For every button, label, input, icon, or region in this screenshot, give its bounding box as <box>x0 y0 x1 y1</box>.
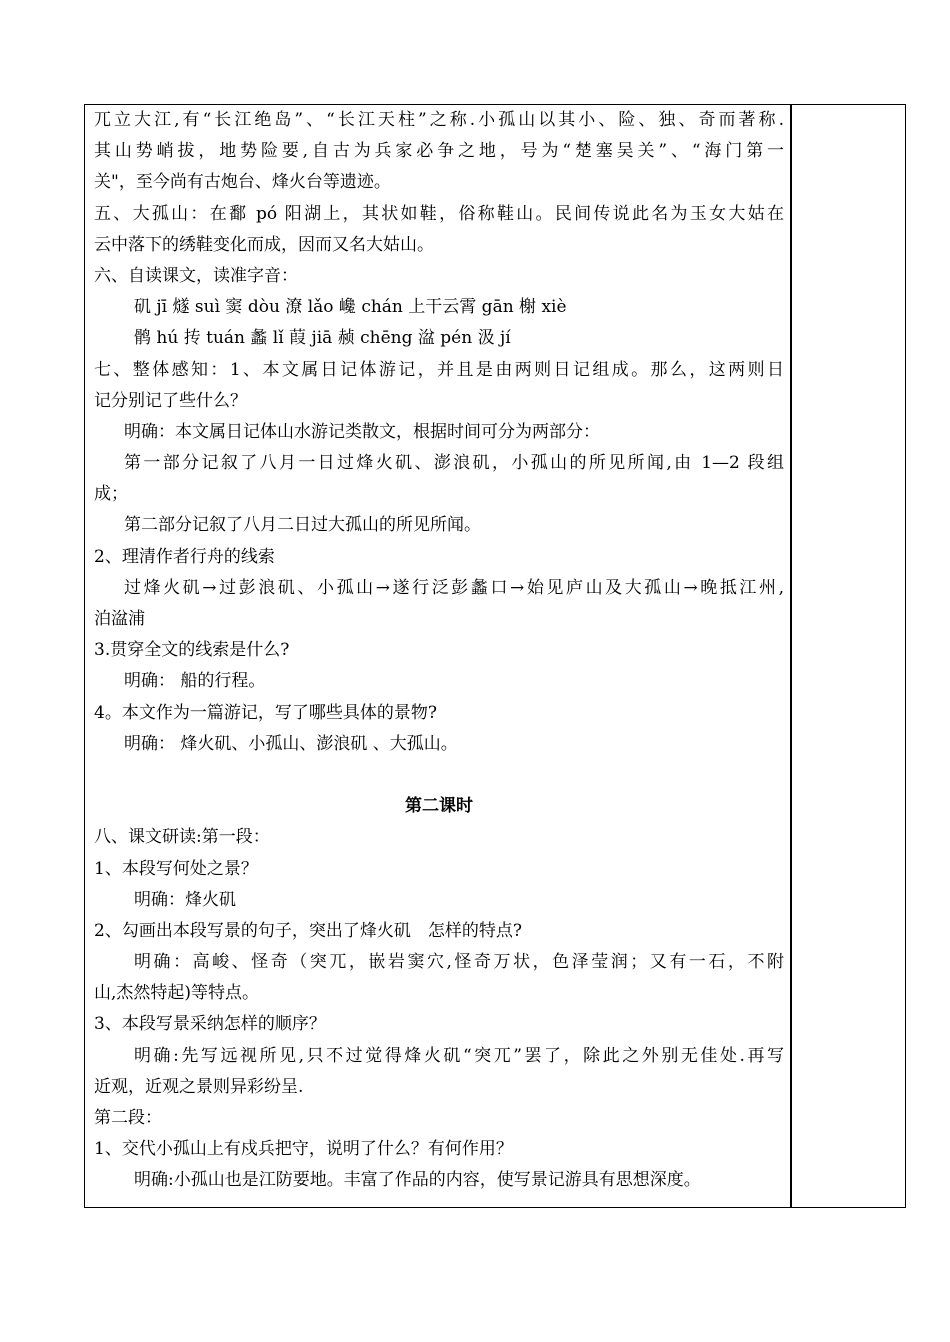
text-line: 过烽火矶→过彭浪矶、小孤山→遂行泛彭蠡口→始见庐山及大孤山→晚抵江州, <box>124 577 784 598</box>
text-line: 山,杰然特起)等特点。 <box>94 983 260 1004</box>
text-line: 2、勾画出本段写景的句子，突出了烽火矶 怎样的特点? <box>94 920 522 941</box>
text-line: 明确：烽火矶 <box>134 889 236 910</box>
text-line: 1、交代小孤山上有戍兵把守，说明了什么？有何作用？ <box>94 1139 513 1160</box>
text-line: 记分别记了些什么？ <box>94 390 247 411</box>
blank-line <box>94 760 784 791</box>
text-line: 3.贯穿全文的线索是什么? <box>94 640 290 661</box>
text-line: 4。本文作为一篇游记，写了哪些具体的景物? <box>94 702 437 723</box>
text-line: 3、本段写景采纳怎样的顺序？ <box>94 1014 326 1035</box>
main-content-cell <box>94 105 784 1197</box>
text-line: 1、本段写何处之景？ <box>94 858 258 879</box>
text-line: 2、理清作者行舟的线索 <box>94 546 275 567</box>
text-line: 第一部分记叙了八月一日过烽火矶、澎浪矶，小孤山的所见所闻,由 1—2 段组 <box>124 453 784 474</box>
text-line: 明确： 船的行程。 <box>124 671 266 692</box>
text-line: 兀立大江,有“长江绝岛”、“长江天柱”之称.小孤山以其小、险、独、奇而著称. <box>94 110 784 130</box>
text-line: 六、自读课文，读准字音： <box>94 265 298 286</box>
text-line: 五、大孤山：在鄱 pó 阳湖上，其状如鞋，俗称鞋山。民间传说此名为玉女大姑在 <box>94 203 784 224</box>
text-line: 八、课文研读:第一段： <box>94 827 270 848</box>
text-line: 关"，至今尚有古炮台、烽火台等遗迹。 <box>94 172 391 193</box>
section-title: 第二课时 <box>405 796 473 817</box>
first-lesson-block <box>94 105 784 760</box>
text-line: 第二部分记叙了八月二日过大孤山的所见所闻。 <box>124 515 481 536</box>
text-line: 七、整体感知：1、本文属日记体游记，并且是由两则日记组成。那么，这两则日 <box>94 359 784 380</box>
text-line: 成； <box>94 484 128 505</box>
text-line: 云中落下的绣鞋变化而成，因而又名大姑山。 <box>94 234 434 255</box>
text-line: 明确： 烽火矶、小孤山、澎浪矶 、大孤山。 <box>124 733 458 754</box>
text-line: 明确：本文属日记体山水游记类散文，根据时间可分为两部分： <box>124 421 600 442</box>
text-line: 其山势峭拔，地势险要,自古为兵家必争之地，号为“楚塞吴关”、“海门第一 <box>94 141 784 162</box>
text-line: 鹘 hú 抟 tuán 蠡 lǐ 葭 jiā 赪 chēng 湓 pén 汲 jí <box>134 328 511 349</box>
text-line: 第二段： <box>94 1108 162 1128</box>
second-lesson-block <box>94 822 784 1196</box>
lesson-plan-table <box>84 104 906 1208</box>
text-line: 明确:先写远视所见,只不过觉得烽火矶“突兀”罢了，除此之外别无佳处.再写 <box>134 1045 784 1066</box>
text-line: 近观，近观之景则异彩纷呈. <box>94 1076 304 1097</box>
text-line: 泊湓浦 <box>94 609 145 629</box>
notes-column-divider <box>790 105 792 1207</box>
text-line: 矶 jī 燧 suì 窦 dòu 潦 lǎo 巉 chán 上干云霄 gān 榭 xiè <box>134 297 567 318</box>
text-line: 明确:小孤山也是江防要地。丰富了作品的内容，使写景记游具有思想深度。 <box>134 1170 701 1191</box>
text-line: 明确：高峻、怪奇（突兀，嵌岩窦穴,怪奇万状，色泽莹润；又有一石，不附 <box>134 952 784 973</box>
